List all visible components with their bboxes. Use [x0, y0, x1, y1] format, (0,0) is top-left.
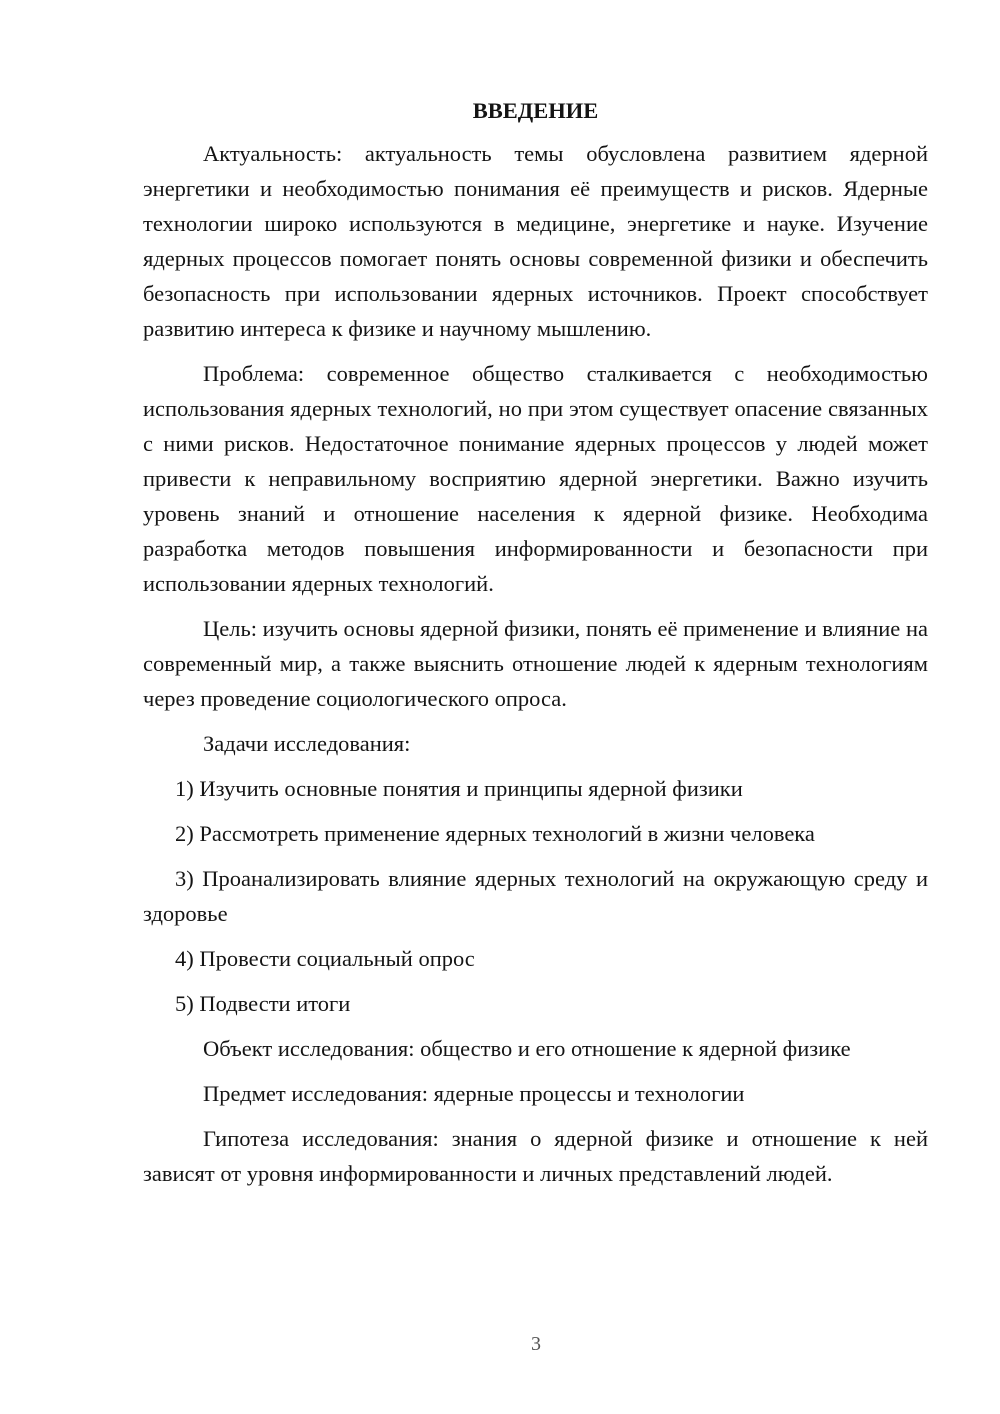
task-item: 1) Изучить основные понятия и принципы ядерной физики	[175, 776, 743, 801]
page-content	[143, 96, 928, 1201]
subject-line: Предмет исследования: ядерные процессы и технологии	[203, 1081, 745, 1106]
problem-paragraph: Проблема: современное общество сталкивается с необходимостью использования ядерных технологий, но при этом существует опасение связанных с ними рисков. Недостаточное понимание ядерных процессов у людей может привести к неправильному восприятию ядерной энергетики. Важно изучить уровень знаний и отношение населения к ядерной физике. Необходима разработка методов повышения информированности и безопасности при использовании ядерных технологий.	[143, 361, 928, 596]
tasks-list	[143, 771, 928, 1021]
task-item: 4) Провести социальный опрос	[175, 946, 475, 971]
section-heading: ВВЕДЕНИЕ	[472, 98, 599, 123]
task-item: 3) Проанализировать влияние ядерных технологий на окружающую среду и здоровье	[143, 866, 928, 926]
relevance-paragraph: Актуальность: актуальность темы обусловлена развитием ядерной энергетики и необходимостью понимания её преимуществ и рисков. Ядерные технологии широко используются в медицине, энергетике и науке. Изучение ядерных процессов помогает понять основы современной физики и обеспечить безопасность при использовании ядерных источников. Проект способствует развитию интереса к физике и научному мышлению.	[143, 141, 928, 341]
object-line: Объект исследования: общество и его отношение к ядерной физике	[203, 1036, 851, 1061]
task-item: 5) Подвести итоги	[175, 991, 351, 1016]
hypothesis-paragraph: Гипотеза исследования: знания о ядерной физике и отношение к ней зависят от уровня информированности и личных представлений людей.	[143, 1126, 928, 1186]
goal-paragraph: Цель: изучить основы ядерной физики, понять её применение и влияние на современный мир, а также выяснить отношение людей к ядерным технологиям через проведение социологического опроса.	[143, 616, 928, 711]
task-item: 2) Рассмотреть применение ядерных технологий в жизни человека	[175, 821, 815, 846]
page-number: 3	[531, 1333, 541, 1355]
tasks-title: Задачи исследования:	[203, 731, 411, 756]
